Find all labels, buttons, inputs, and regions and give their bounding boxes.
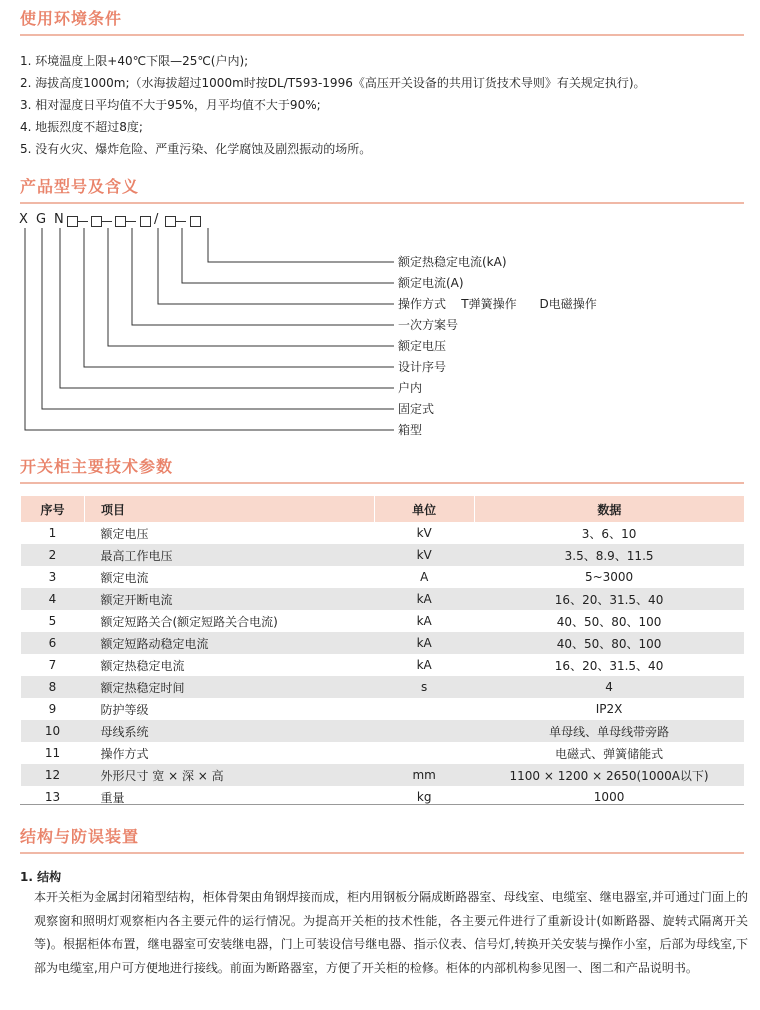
cell-data: 3.5、8.9、11.5	[474, 544, 744, 566]
model-box	[190, 216, 201, 227]
cell-data: 1000	[593, 790, 625, 804]
cell-unit: kA	[374, 632, 474, 654]
cell-unit: kA	[416, 658, 432, 672]
cell-item: 重量	[100, 790, 125, 805]
table-bottom-rule	[20, 804, 744, 805]
table-row	[21, 698, 745, 720]
cell-unit: mm	[374, 764, 474, 786]
model-letter-g: G	[36, 212, 47, 227]
model-label-fixed: 固定式	[398, 402, 435, 416]
cell-data: 单母线、单母线带旁路	[474, 720, 744, 742]
cell-data: IP2X	[595, 702, 623, 716]
col-header-unit: 单位	[374, 496, 474, 522]
condition-item: 3. 相对湿度日平均值不大于95%，月平均值不大于90%;	[20, 98, 321, 112]
model-box	[165, 216, 176, 227]
model-diagram-lines	[0, 0, 760, 440]
condition-item: 2. 海拔高度1000m;（水海拔超过1000m时按DL/T593-1996《高压开关设备的共用订货技术导则》有关规定执行)。	[20, 76, 646, 90]
table-row	[21, 522, 745, 544]
cell-index: 10	[21, 720, 85, 742]
condition-item: 4. 地振烈度不超过8度;	[20, 120, 143, 134]
cell-index: 3	[48, 570, 57, 584]
model-box	[91, 216, 102, 227]
structure-body: 本开关柜为金属封闭箱型结构，柜体骨架由角钢焊接而成，柜内用钢板分隔成断路器室、母线室、电缆室、继电器室,并可通过门面上的观察窗和照明灯观察柜内各主要元件的运行情况。为提高开关柜的技术性能，各主要元件进行了重新设计(如断路器、旋转式隔离开关等)。根据柜体布置，继电器室可安装继电器，门上可装设信号继电器、指示仪表、信号灯,转换开关安装与操作小室，后部为母线室,下部为电缆室,用户可方便地进行接线。前面为断路器室，方便了开关柜的检修。柜体的内部机构参见图一、图二和产品说明书。	[34, 890, 748, 975]
table-row	[21, 610, 745, 632]
cell-unit: A	[420, 570, 429, 584]
cell-unit: s	[374, 676, 474, 698]
col-header-data: 数据	[474, 496, 744, 522]
cell-index: 12	[21, 764, 85, 786]
cell-item: 外形尺寸 宽 × 深 × 高	[84, 764, 374, 786]
cell-index: 6	[21, 632, 85, 654]
cell-data: 16、20、31.5、40	[474, 588, 744, 610]
table-row	[21, 742, 745, 764]
model-dash	[78, 221, 88, 222]
cell-item: 防护等级	[100, 702, 149, 717]
cell-data: 4	[474, 676, 744, 698]
cell-data: 1100 × 1200 × 2650(1000A以下)	[474, 764, 744, 786]
col-header-index: 序号	[21, 496, 85, 522]
cell-data: 5~3000	[584, 570, 634, 584]
model-letter-n: N	[54, 212, 64, 227]
cell-unit	[374, 742, 474, 764]
cell-item: 母线系统	[84, 720, 374, 742]
cell-item: 额定电压	[100, 526, 149, 541]
model-letter-x: X	[19, 212, 28, 227]
cell-data: 16、20、31.5、40	[554, 658, 664, 673]
model-label-scheme: 一次方案号	[398, 318, 459, 332]
table-row	[21, 764, 745, 786]
section-title-structure: 结构与防误装置	[20, 826, 744, 854]
model-label-voltage: 额定电压	[398, 339, 447, 353]
model-dash	[126, 221, 136, 222]
section-title-params: 开关柜主要技术参数	[20, 456, 744, 484]
cell-item: 额定短路关合(额定短路关合电流)	[100, 614, 278, 629]
model-label-design-no: 设计序号	[398, 360, 447, 374]
table-row	[21, 588, 745, 610]
cell-unit: kV	[416, 526, 432, 540]
cell-unit	[374, 698, 474, 720]
model-box	[67, 216, 78, 227]
cell-index: 2	[21, 544, 85, 566]
model-dash	[176, 221, 186, 222]
model-label-operation: 操作方式 T弹簧操作 D电磁操作	[398, 297, 597, 311]
cell-unit: kA	[374, 588, 474, 610]
cell-data: 3、6、10	[581, 526, 637, 541]
cell-index: 5	[48, 614, 57, 628]
cell-item: 最高工作电压	[84, 544, 374, 566]
cell-index: 7	[48, 658, 57, 672]
cell-item: 额定热稳定时间	[84, 676, 374, 698]
condition-item: 5. 没有火灾、爆炸危险、严重污染、化学腐蚀及剧烈振动的场所。	[20, 142, 372, 156]
cell-item: 操作方式	[100, 746, 149, 761]
model-box	[115, 216, 126, 227]
cell-item: 额定开断电流	[84, 588, 374, 610]
cell-index: 11	[44, 746, 61, 760]
cell-index: 13	[44, 790, 61, 804]
cell-index: 9	[48, 702, 57, 716]
section-title-model: 产品型号及含义	[20, 176, 744, 204]
table-header-row	[21, 496, 745, 522]
cell-unit	[374, 720, 474, 742]
model-dash	[102, 221, 112, 222]
model-slash: /	[154, 212, 159, 227]
cell-item: 额定电流	[100, 570, 149, 585]
table-row	[21, 566, 745, 588]
cell-data: 40、50、80、100	[556, 614, 662, 629]
cell-unit: kA	[416, 614, 432, 628]
cell-unit: kg	[416, 790, 432, 804]
cell-index: 8	[21, 676, 85, 698]
cell-data: 电磁式、弹簧储能式	[555, 746, 664, 761]
table-row	[21, 544, 745, 566]
structure-heading: 1. 结构	[20, 870, 62, 884]
cell-item: 额定热稳定电流	[100, 658, 185, 673]
table-row	[21, 632, 745, 654]
cell-data: 40、50、80、100	[474, 632, 744, 654]
cell-index: 4	[21, 588, 85, 610]
params-table	[20, 496, 744, 808]
model-label-box: 箱型	[398, 423, 423, 437]
model-box	[140, 216, 151, 227]
cell-item: 额定短路动稳定电流	[84, 632, 374, 654]
table-row	[21, 654, 745, 676]
table-row	[21, 676, 745, 698]
table-row	[21, 720, 745, 742]
model-label-indoor: 户内	[398, 381, 423, 395]
section-title-conditions: 使用环境条件	[20, 8, 744, 36]
condition-item: 1. 环境温度上限+40℃下限—25℃(户内);	[20, 54, 249, 68]
model-label-thermal-current: 额定热稳定电流(kA)	[398, 255, 507, 269]
cell-unit: kV	[374, 544, 474, 566]
col-header-item: 项目	[84, 496, 374, 522]
cell-index: 1	[48, 526, 57, 540]
model-label-rated-current: 额定电流(A)	[398, 276, 464, 290]
